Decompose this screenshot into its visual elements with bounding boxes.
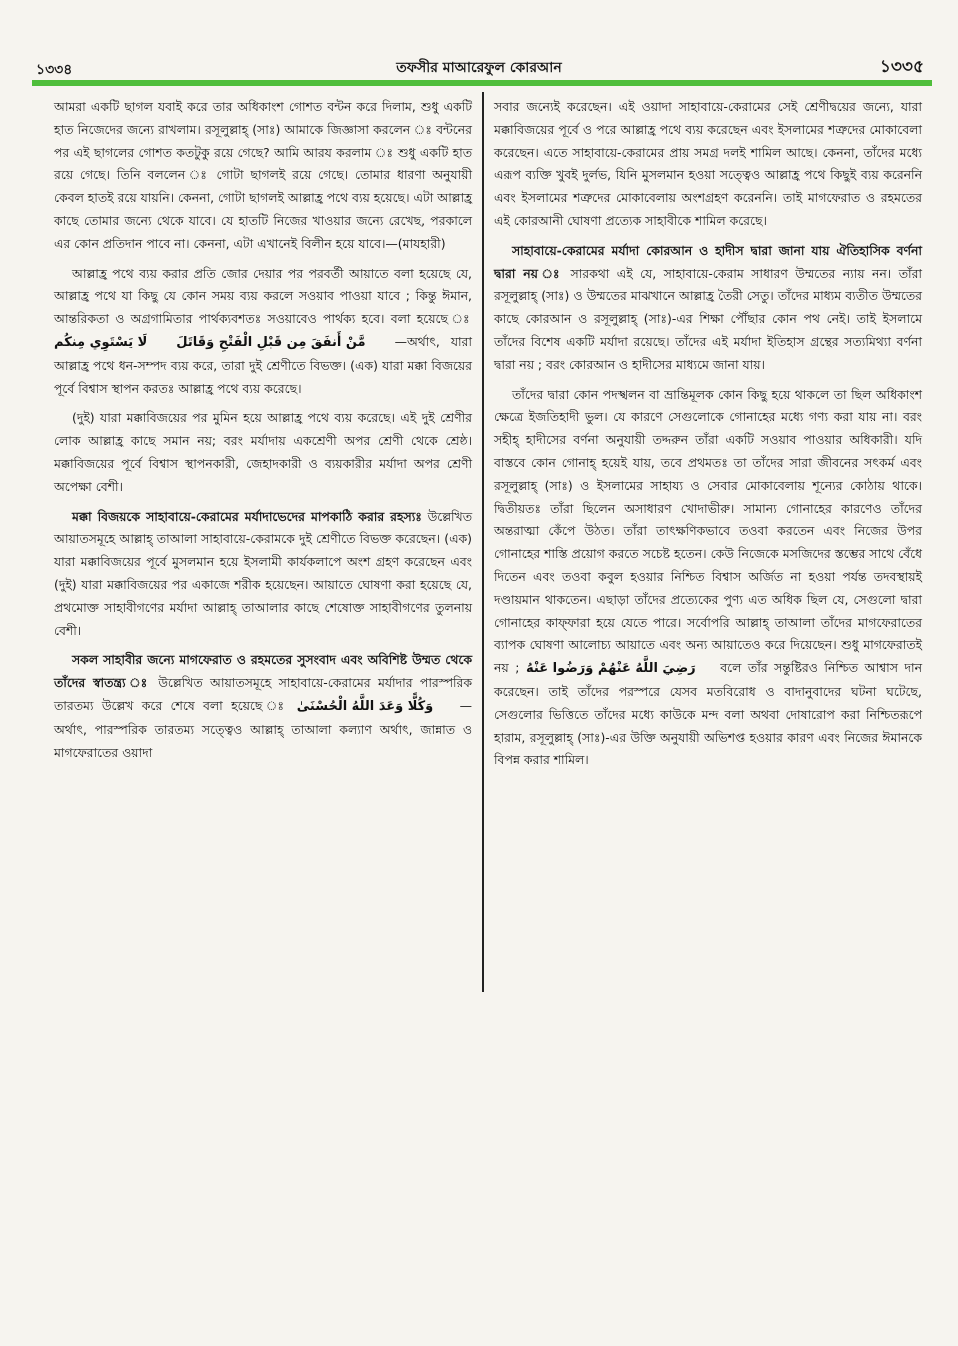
- page-number-right: ১৩৩৫: [879, 57, 924, 77]
- page-number-left: ১৩৩৪: [36, 62, 73, 78]
- right-paragraph-3-text-cont: বলে তাঁর সন্তুষ্টিরও নিশ্চিত আশ্বাস দান করেছেন। তাই তাঁদের পরস্পরে যেসব মতবিরোধ ও বাদানুবাদের ঘটনা ঘটেছে, সেগুলোর ভিত্তিতে তাঁদের মধ্যে কাউকে মন্দ বলা অথবা দোষারোপ করা নিশ্চিতরূপে হারাম, রসূলুল্লাহ্ (সাঃ)-এর উক্তি অনুযায়ী অভিশপ্ত হওয়ার কারণ এবং নিজের ঈমানকে বিপন্ন করার শামিল।: [494, 660, 922, 768]
- running-title: তফসীর মাআরেফুল কোরআন: [396, 60, 562, 76]
- left-paragraph-4: [54, 506, 472, 643]
- section-heading-forgiveness: সকল সাহাবীর জন্যে মাগফেরাত ও রহমতের সুসংবাদ এবং অবিশিষ্ট উম্মত থেকে তাঁদের স্বাতন্ত্র্য ঃ: [54, 652, 472, 691]
- arabic-verse-2: مَّنْ أَنفَقَ مِن قَبْلِ الْفَتْحِ وَقَاتَلَ: [176, 334, 366, 350]
- left-paragraph-4-text: উল্লেখিত আয়াতসমূহে আল্লাহ্ তাআলা সাহাবায়ে-কেরামকে দুই শ্রেণীতে বিভক্ত করেছেন। (এক) যারা মক্কাবিজয়ের পূর্বে মুসলমান হয়ে ইসলামী কার্যকলাপে অংশ গ্রহণ করেছেন এবং (দুই) যারা মক্কাবিজয়ের পর একাজে শরীক হয়েছেন। আয়াতে ঘোষণা করা হয়েছে যে, প্রথমোক্ত সাহাবীগণের মর্যাদা আল্লাহ্ তাআলার কাছে শেষোক্ত সাহাবীগণের তুলনায় বেশী।: [54, 508, 472, 638]
- right-paragraph-2-text: সারকথা এই যে, সাহাবায়ে-কেরাম সাধারণ উম্মতের ন্যায় নন। তাঁরা রসূলুল্লাহ্ (সাঃ) ও উম্মতের মাঝখানে আল্লাহ্র তৈরী সেতু। তাঁদের মাধ্যম ব্যতীত উম্মতের কাছে কোরআন ও রসূলুল্লাহ্ (সাঃ)-এর শিক্ষা পৌঁছার কোন পথ নেই। তাই ইসলামে তাঁদের বিশেষ একটি মর্যাদা রয়েছে। তাঁদের এই মর্যাদা ইতিহাস গ্রন্থের সত্যমিথ্যা বর্ণনা দ্বারা নয় ; বরং কোরআন ও হাদীসের মাধ্যমে জানা যায়।: [494, 265, 922, 372]
- left-paragraph-2: [54, 263, 472, 401]
- section-heading-companions-status: সাহাবায়ে-কেরামের মর্যাদা কোরআন ও হাদীস দ্বারা জানা যায় ঐতিহাসিক বর্ণনা দ্বারা নয় ঃ: [494, 242, 922, 281]
- right-column: [494, 96, 922, 779]
- left-paragraph-1: আমরা একটি ছাগল যবাই করে তার অধিকাংশ গোশত বন্টন করে দিলাম, শুধু একটি হাত নিজেদের জন্যে রাখলাম। রসূলুল্লাহ্ (সাঃ) আমাকে জিজ্ঞাসা করলেন ঃ বন্টনের পর এই ছাগলের গোশত কতটুকু রয়ে গেছে? আমি আরয করলাম ঃ শুধু একটি হাত রয়ে গেছে। তিনি বললেন ঃ গোটা ছাগলই রয়ে গেছে। তোমার ধারণা অনুযায়ী কেবল হাতই রয়ে যায়নি। কেননা, গোটা ছাগলই আল্লাহ্র পথে ব্যয় হয়েছে। এটা আল্লাহ্র কাছে তোমার জন্যে থেকে যাবে। যে হাতটি নিজের খাওয়ার জন্যে রেখেছ, পরকালে এর কোন প্রতিদান পাবে না। কেননা, এটা এখানেই বিলীন হয়ে যাবে।—(মাযহারী): [54, 99, 472, 251]
- right-paragraph-1: সবার জন্যেই করেছেন। এই ওয়াদা সাহাবায়ে-কেরামের সেই শ্রেণীদ্বয়ের জন্যে, যারা মক্কাবিজয়ের পূর্বে ও পরে আল্লাহ্র পথে ব্যয় করেছেন এবং ইসলামের শত্রুদের মোকাবেলা করেছেন। এতে সাহাবায়ে-কেরামের প্রায় সমগ্র দলই শামিল আছে। কেননা, তাঁদের মধ্যে এরূপ ব্যক্তি খুবই দুর্লভ, যিনি মুসলমান হওয়া সত্ত্বেও আল্লাহ্র পথে কিছুই ব্যয় করেননি এবং ইসলামের শত্রুদের মোকাবেলায় অংশগ্রহণ করেননি। তাই মাগফেরাত ও রহমতের এই কোরআনী ঘোষণা প্রত্যেক সাহাবীকে শামিল করেছে।: [494, 99, 922, 228]
- left-paragraph-2-text-cont: —অর্থাৎ, যারা আল্লাহ্র পথে ধন-সম্পদ ব্যয় করে, তারা দুই শ্রেণীতে বিভক্ত। (এক) যারা মক্কা বিজয়ের পূর্বে বিশ্বাস স্থাপন করতঃ আল্লাহ্র পথে ব্যয় করেছে।: [54, 333, 472, 396]
- left-paragraph-5-text: উল্লেখিত আয়াতসমূহে সাহাবায়ে-কেরামের মর্যাদার পারস্পরিক তারতম্য উল্লেখ করে শেষে বলা হয়েছে ঃ: [54, 675, 472, 713]
- left-paragraph-3: (দুই) যারা মক্কাবিজয়ের পর মুমিন হয়ে আল্লাহ্র পথে ব্যয় করেছে। এই দুই শ্রেণীর লোক আল্লাহ্র কাছে সমান নয়; বরং মর্যাদায় একশ্রেণী অপর শ্রেণী থেকে শ্রেষ্ঠ। মক্কাবিজয়ের পূর্বে বিশ্বাস স্থাপনকারী, জেহাদকারী ও ব্যয়কারীর মর্যাদা অপর শ্রেণী অপেক্ষা বেশী।: [54, 410, 472, 494]
- right-paragraph-3: [494, 384, 922, 773]
- arabic-verse-4: رَضِيَ اللَّهُ عَنْهُمْ وَرَضُوا عَنْهُ: [526, 661, 696, 677]
- left-column: [54, 96, 472, 771]
- page-header: [30, 44, 928, 78]
- right-paragraph-2: [494, 240, 922, 377]
- column-divider: [482, 92, 484, 992]
- left-paragraph-5: [54, 649, 472, 764]
- arabic-verse-1: لَا يَسْتَوِي مِنكُم: [54, 334, 148, 350]
- arabic-verse-3: وَكُلًّا وَعَدَ اللَّهُ الْحُسْنَىٰ: [296, 698, 434, 714]
- section-heading-mecca-conquest: মক্কা বিজয়কে সাহাবায়ে-কেরামের মর্যাদাভেদের মাপকাঠি করার রহস্যঃ: [72, 508, 422, 524]
- header-rule: [32, 80, 932, 86]
- left-paragraph-5-text-cont: — অর্থাৎ, পারস্পরিক তারতম্য সত্ত্বেও আল্লাহ্ তাআলা কল্যাণ অর্থাৎ, জান্নাত ও মাগফেরাতের ওয়াদা: [54, 697, 472, 760]
- left-paragraph-2-text: আল্লাহ্র পথে ব্যয় করার প্রতি জোর দেয়ার পর পরবর্তী আয়াতে বলা হয়েছে যে, আল্লাহ্র পথে যা কিছু যে কোন সময় ব্যয় করলে সওয়াব পাওয়া যাবে ; কিন্তু ঈমান, আন্তরিকতা ও অগ্রগামিতার পার্থক্যবশতঃ সওয়াবেও পার্থক্য হবে। বলা হয়েছে ঃ: [54, 265, 472, 327]
- right-paragraph-3-text: তাঁদের দ্বারা কোন পদস্খলন বা ভ্রান্তিমূলক কোন কিছু হয়ে থাকলে তা ছিল অধিকাংশ ক্ষেত্রে ইজতিহাদী ভুল। যে কারণে সেগুলোকে গোনাহের মধ্যে গণ্য করা যায় না। বরং সহীহ্ হাদীসের বর্ণনা অনুযায়ী তদ্দরুন তাঁরা একটি সওয়াব পাওয়ার অধিকারী। যদি বাস্তবে কোন গোনাহ্ হয়েই যায়, তবে প্রথমতঃ তা তাঁদের সারা জীবনের সৎকর্ম এবং রসূলুল্লাহ্ (সাঃ) ও ইসলামের সাহায্য ও সেবার মোকাবেলায় শূন্যের কোঠায় থাকে। দ্বিতীয়তঃ তাঁরা ছিলেন অসাধারণ খোদাভীরু। সামান্য গোনাহের কারণেও তাঁদের অন্তরাত্মা কেঁপে উঠত। তাঁরা তাৎক্ষণিকভাবে তওবা করতেন এবং নিজের উপর গোনাহের শাস্তি প্রয়োগ করতে সচেষ্ট হতেন। কেউ নিজেকে মসজিদের স্তম্ভের সাথে বেঁধে দিতেন এবং তওবা কবুল হওয়ার নিশ্চিত বিশ্বাস অর্জিত না হওয়া পর্যন্ত তদবস্থায়ই দণ্ডায়মান থাকতেন। এছাড়া তাঁদের প্রত্যেকের পুণ্য এত অধিক ছিল যে, সেগুলো দ্বারা গোনাহের কাফ্ফারা হয়ে যেতে পারে। সর্বোপরি আল্লাহ্ তাআলা তাঁদের মাগফেরাতের ব্যাপক ঘোষণা আলোচ্য আয়াতে এবং অন্য আয়াতেও করে দিয়েছেন। শুধু মাগফেরাতই নয় ;: [494, 386, 922, 676]
